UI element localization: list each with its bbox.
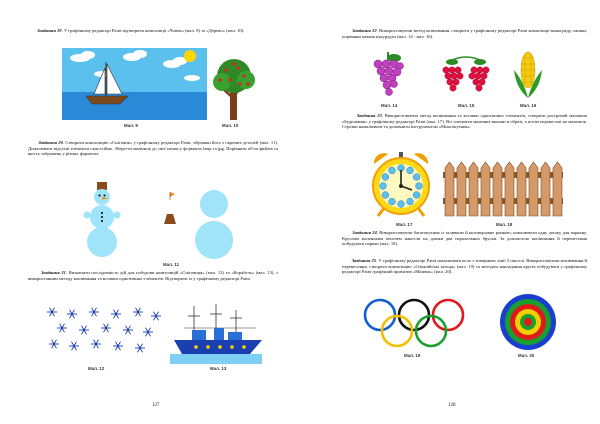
ship-illustration: [170, 302, 262, 364]
fence-board: [505, 162, 514, 216]
snowflake-icon: [113, 342, 123, 351]
raspberry-illustration: [438, 56, 494, 96]
snowflake-icon: [91, 340, 101, 349]
caption-fig19: Мал. 19: [404, 353, 421, 358]
snowflake-icon: [69, 342, 79, 351]
fence-board: [541, 162, 550, 216]
task-21: Завдання 21. Визначити послідовність дій для побудови композицій «Сніговиця» (мал. 12) та «Корабель» (мал. 13), з використанням методу копіювання та вставки однотипних елементів. Відтворити їх у графічному редакторі Paint.: [28, 270, 278, 281]
caption-fig13: Мал. 13: [210, 366, 227, 371]
caption-fig15: Мал. 15: [458, 103, 475, 108]
snowflake-icon: [101, 324, 111, 333]
snowflake-icon: [67, 310, 77, 319]
snowflake-icon: [123, 326, 133, 335]
snowman-illustration: [82, 180, 242, 260]
caption-fig17: Мал. 17: [396, 222, 413, 227]
fence-board: [493, 162, 502, 216]
snowflake-icon: [133, 308, 143, 317]
task-19-title: Завдання 19: [37, 28, 62, 33]
task-23-title: Завдання 23: [356, 113, 382, 118]
tree-illustration: [210, 58, 258, 120]
snowflake-icon: [57, 324, 67, 333]
clock-mark: [416, 183, 423, 190]
snowflake-icon: [151, 312, 161, 321]
snowflake-icon: [89, 308, 99, 317]
caption-fig12: Мал. 12: [88, 366, 105, 371]
clock-mark: [413, 192, 420, 199]
task-19: Завдання 19. У графічному редакторі Paint відтворити композиції «Човен» (мал. 9) та «Дерево» (мал. 10).: [37, 28, 245, 33]
boat-illustration: [62, 48, 207, 120]
clock-mark: [389, 198, 396, 205]
clock-mark: [398, 201, 405, 208]
page-number-right: 128: [448, 403, 456, 408]
caption-fig16: Мал. 16: [520, 103, 537, 108]
target-illustration: [500, 294, 556, 350]
task-22: Завдання 22. Використовуючи метод копіювання, створити у графічному редакторі Paint композиції винограду, ожини, порівняні качана кукурудзи (мал. 14 - мал. 16).: [342, 28, 588, 39]
task-25: Завдання 25. У графічному редакторі Paint намалювати коло з товщиною лінії 3 пікселі. Використовуючи копіювання й перенесення, створити композицію «Олімпійські кільця» (мал. 19) та методом накладання кругів побудувати у графічному редакторі Paint графічний примітив «Мішень» (мал. 20).: [342, 258, 587, 275]
task-19-text: У графічному редакторі Paint відтворити композиції «Човен» (мал. 9) та «Дерево» (мал. 10).: [63, 28, 245, 33]
snowflake-icon: [47, 308, 57, 317]
task-23: Завдання 23. Використовуючи метод копіювання та вставки однотипних елементів, створити растровий малюнок «Будильник» у графічному редакторі Paint (мал. 17). Всі елементи малюнка вказані в образі, а потім перенесені на малюнок. Стрілки намалювати та доповнити інструментом «Многокутник».: [342, 113, 588, 130]
caption-fig20: Мал. 20: [518, 353, 535, 358]
fence-board: [457, 162, 466, 216]
olympic-rings-illustration: [362, 297, 466, 349]
task-24-title: Завдання 24: [352, 230, 377, 235]
fence-board: [481, 162, 490, 216]
caption-fig10: Мал. 10: [222, 123, 239, 128]
clock-mark: [413, 174, 420, 181]
caption-fig18: Мал. 18: [496, 222, 513, 227]
task-20: Завдання 20. Створити композицію «Сніговик» у графічному редакторі Paint, зібравши його з окремих деталей (мал. 11). Домалювати відсутні елементи самостійно. Зберегти малюнок до свої папки у форматах bmp та jpg. Порівняти об'єм файлів та якість зображень у різних форматах.: [28, 140, 279, 157]
fence-board: [469, 162, 478, 216]
clock-mark: [407, 167, 414, 174]
alarm-clock-illustration: [368, 150, 434, 218]
task-25-text: У графічному редакторі Paint намалювати коло з товщиною лінії 3 пікселі. Використовуючи копіювання й перенесення, створити композицію «Олімпійські кільця» (мал. 19) та методом накладання кругів побудувати у графічному редакторі Paint графічний примітив «Мішень» (мал. 20).: [342, 258, 587, 275]
fence-board: [553, 162, 562, 216]
task-22-text: Використовуючи метод копіювання, створити у графічному редакторі Paint композиції винограду, ожини, порівняні качана кукурудзи (мал. 14 - мал. 16).: [342, 28, 588, 39]
clock-mark: [382, 192, 389, 199]
task-24: Завдання 24. Використовуючи багатокутник із заливкою й коловорожне рамкою, намалювати одну дошку для паркану. Круглим маленьким пензлем нанесли на дошки два паралельних бруски. За допомогою копіювання й перенесення побудувати паркан (мал. 18).: [342, 230, 588, 247]
task-22-title: Завдання 22: [352, 28, 377, 33]
task-20-title: Завдання 20: [38, 140, 63, 145]
snowflake-icon: [79, 326, 89, 335]
snowflake-icon: [111, 310, 121, 319]
right-page: [300, 0, 600, 424]
snowflake-icon: [135, 344, 145, 353]
clock-mark: [380, 183, 387, 190]
clock-mark: [389, 167, 396, 174]
fence-board: [445, 162, 454, 216]
task-24-text: Використовуючи багатокутник із заливкою й коловорожне рамкою, намалювати одну дошку для паркану. Круглим маленьким пензлем нанесли на дошки два паралельних бруски. За допомогою копіювання й перенесення побудувати паркан (мал. 18).: [342, 230, 588, 247]
task-21-title: Завдання 21: [41, 270, 66, 275]
page-number-left: 127: [152, 403, 160, 408]
clock-mark: [407, 198, 414, 205]
snowflake-icon: [143, 328, 153, 337]
clock-mark: [382, 174, 389, 181]
task-23-text: Використовуючи метод копіювання та вставки однотипних елементів, створити растровий малюнок «Будильник» у графічному редакторі Paint (мал. 17). Всі елементи малюнка вказані в образі, а потім перенесені на малюнок. Стрілки намалювати та доповнити інструментом «Многокутник».: [342, 113, 588, 130]
task-21-text: Визначити послідовність дій для побудови композицій «Сніговиця» (мал. 12) та «Корабель» (мал. 13), з використанням методу копіювання та вставки однотипних елементів. Відтворити їх у графічному редакторі Paint.: [28, 270, 278, 281]
fence-board: [529, 162, 538, 216]
corn-illustration: [510, 48, 546, 100]
caption-fig11: Мал. 11: [163, 262, 180, 267]
caption-fig9: Мал. 9: [124, 123, 138, 128]
task-25-title: Завдання 25: [351, 258, 377, 263]
fence-board: [517, 162, 526, 216]
grapes-illustration: [370, 52, 406, 98]
snowflakes-illustration: [44, 306, 164, 360]
fence-illustration: [443, 160, 563, 216]
snowflake-icon: [49, 340, 59, 349]
task-20-text: Створити композицію «Сніговик» у графічному редакторі Paint, зібравши його з окремих деталей (мал. 11). Домалювати відсутні елементи самостійно. Зберегти малюнок до свої папки у форматах bmp та jpg. Порівняти об'єм файлів та якість зображень у різних форматах.: [28, 140, 279, 157]
caption-fig14: Мал. 14: [381, 103, 398, 108]
